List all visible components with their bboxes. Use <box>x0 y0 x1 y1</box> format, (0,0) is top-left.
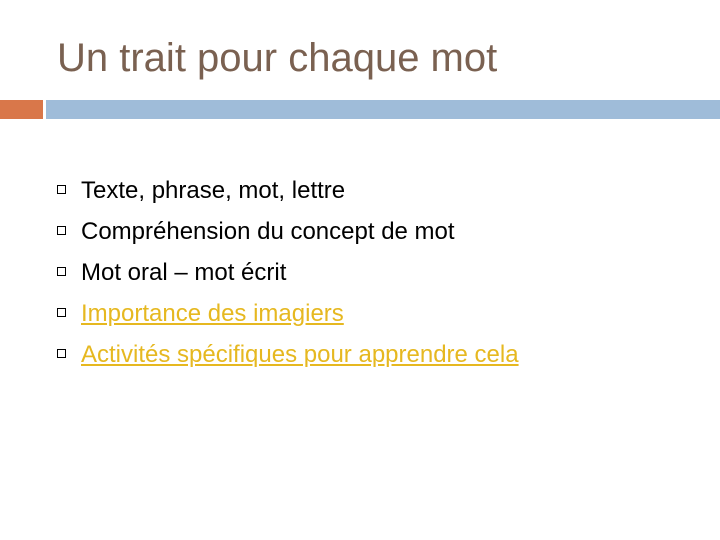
bullet-item <box>57 334 519 375</box>
square-bullet-icon <box>57 308 66 317</box>
accent-bar-blue <box>46 100 720 119</box>
bullet-item <box>57 293 519 334</box>
bullet-text: Compréhension du concept de mot <box>81 218 455 245</box>
bullet-item <box>57 252 519 293</box>
square-bullet-icon <box>57 185 66 194</box>
bullet-link-activites[interactable]: Activités spécifiques pour apprendre cela <box>81 341 519 368</box>
bullet-item <box>57 211 519 252</box>
accent-bar-orange <box>0 100 43 119</box>
bullet-item <box>57 170 519 211</box>
slide-title: Un trait pour chaque mot <box>57 36 498 80</box>
bullet-list <box>57 170 519 375</box>
square-bullet-icon <box>57 349 66 358</box>
bullet-text: Mot oral – mot écrit <box>81 259 287 286</box>
bullet-text: Texte, phrase, mot, lettre <box>81 177 346 204</box>
square-bullet-icon <box>57 226 66 235</box>
bullet-link-imagiers[interactable]: Importance des imagiers <box>81 300 344 327</box>
square-bullet-icon <box>57 267 66 276</box>
